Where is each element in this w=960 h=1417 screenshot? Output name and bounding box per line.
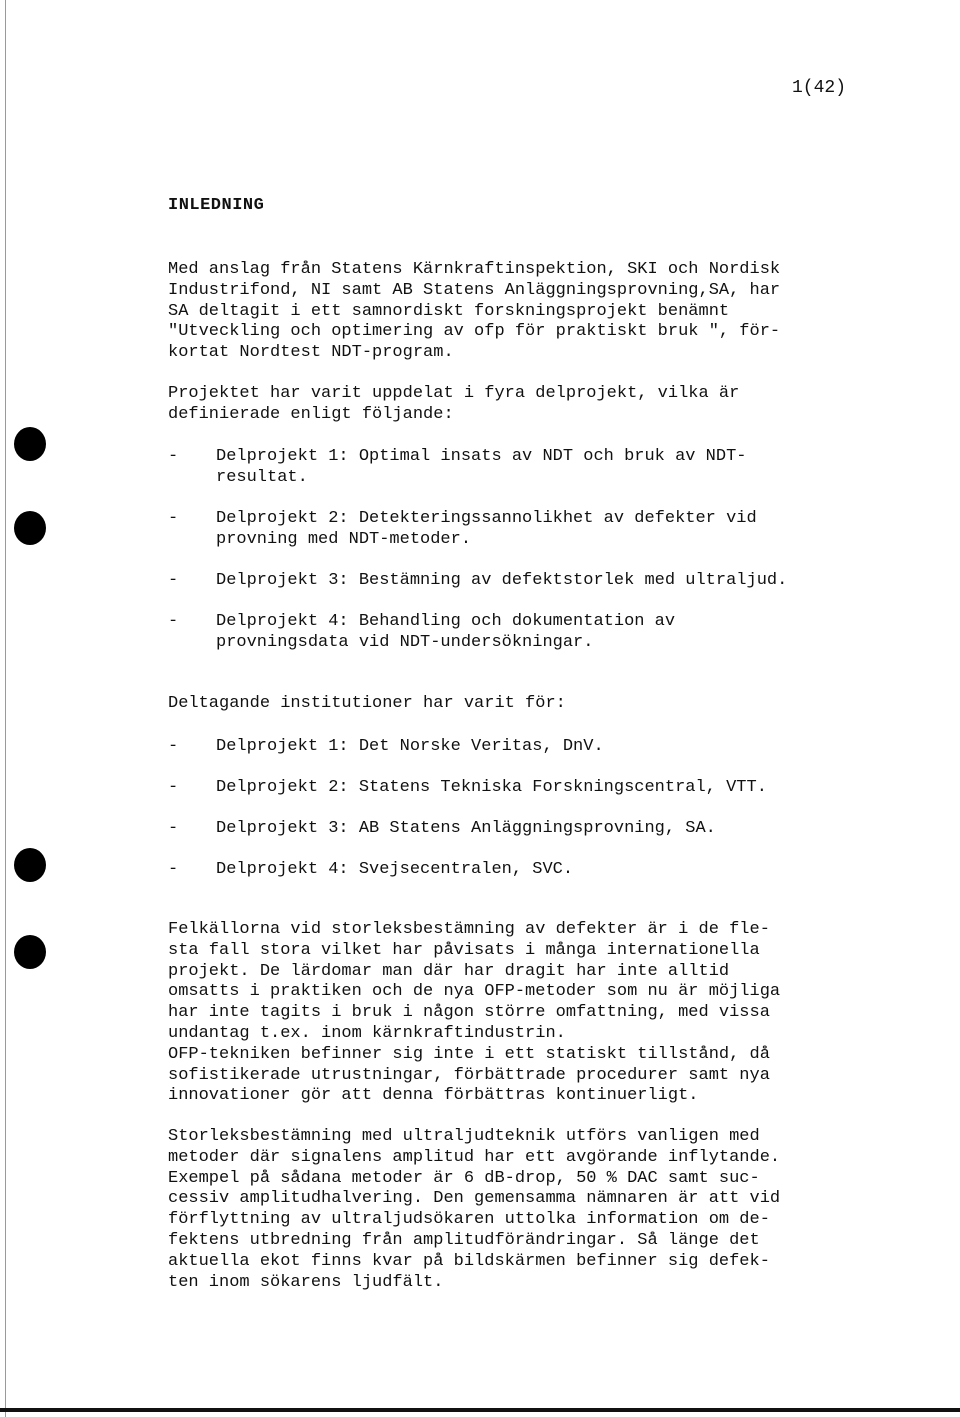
left-margin-rule <box>5 0 6 1417</box>
punch-hole-4 <box>14 935 46 969</box>
list-dash: - <box>168 612 179 631</box>
page-number: 1(42) <box>792 78 847 98</box>
subproject-intro: Projektet har varit uppdelat i fyra delprojekt, vilka är definierade enligt följande: <box>168 384 740 424</box>
punch-hole-1 <box>14 427 46 461</box>
bottom-rule <box>0 1408 960 1412</box>
error-sources-paragraph: Felkällorna vid storleksbestämning av defekter är i de fle- sta fall stora vilket har påvisats i många internationella projekt. De lärdomar man där har dragit har inte alltid omsatts i praktiken och de nya OFP-metoder som nu är möjliga har inte tagits i bruk i någon större omfattning, med vissa undantag t.ex. inom kärnkraftindustrin. OFP-tekniken befinner sig inte i ett statiskt tillstånd, då sofistikerade utrustningar, förbättrade procedurer samt nya innovationer gör att denna förbättras kontinuerligt. <box>168 920 781 1106</box>
list-dash: - <box>168 571 179 590</box>
subproject-text: Delprojekt 1: Optimal insats av NDT och bruk av NDT- resultat. <box>216 447 747 487</box>
list-dash: - <box>168 737 179 756</box>
institution-text: Delprojekt 3: AB Statens Anläggningsprovning, SA. <box>216 819 716 838</box>
punch-hole-2 <box>14 511 46 545</box>
ultrasound-paragraph: Storleksbestämning med ultraljudteknik utförs vanligen med metoder där signalens amplitud har ett avgörande inflytande. Exempel på sådana metoder är 6 dB-drop, 50 % DAC samt suc- cessiv amplitudhalvering. Den gemensamma nämnaren är att vid förflyttning av ultraljudsökaren uttolka information om de- fektens utbredning från amplitudförändringar. Så länge det aktuella ekot finns kvar på bildskärmen befinner sig defek- ten inom sökarens ljudfält. <box>168 1127 781 1292</box>
subproject-text: Delprojekt 3: Bestämning av defektstorlek med ultraljud. <box>216 571 788 590</box>
list-dash: - <box>168 509 179 528</box>
institutions-intro: Deltagande institutioner har varit för: <box>168 694 566 713</box>
institution-text: Delprojekt 2: Statens Tekniska Forskningscentral, VTT. <box>216 778 767 797</box>
subproject-text: Delprojekt 2: Detekteringssannolikhet av defekter vid provning med NDT-metoder. <box>216 509 757 549</box>
list-dash: - <box>168 447 179 466</box>
list-dash: - <box>168 778 179 797</box>
list-dash: - <box>168 860 179 879</box>
intro-paragraph: Med anslag från Statens Kärnkraftinspektion, SKI och Nordisk Industrifond, NI samt AB Statens Anläggningsprovning,SA, har SA deltagit i ett samnordiskt forskningsprojekt benämnt "Utveckling och optimering av ofp för praktiskt bruk ", för- kortat Nordtest NDT-program. <box>168 260 781 363</box>
institution-text: Delprojekt 4: Svejsecentralen, SVC. <box>216 860 574 879</box>
punch-hole-3 <box>14 848 46 882</box>
subproject-text: Delprojekt 4: Behandling och dokumentation av provningsdata vid NDT-undersökningar. <box>216 612 676 652</box>
subproject-item-4 <box>168 611 676 695</box>
institution-text: Delprojekt 1: Det Norske Veritas, DnV. <box>216 737 604 756</box>
list-dash: - <box>168 819 179 838</box>
section-heading: INLEDNING <box>168 196 265 215</box>
